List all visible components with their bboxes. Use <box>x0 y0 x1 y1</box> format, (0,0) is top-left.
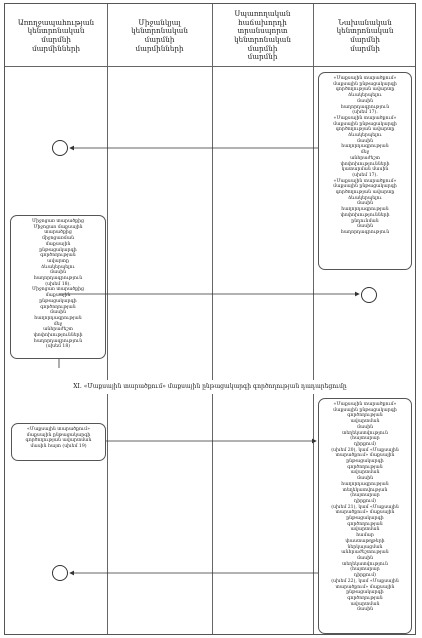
message-box-right-bottom: «Մաքսային տարածքում» մաքսային ընթացակարգի գործողության ավարտման մասին տեղեկատվություն (հայտարար դիրքում) (սխեմ 20), կամ «Մաքսային տարածքում» մաքսային ընթացակարգի գործողության ավարտման մասին հաղորդագրության տեղեկատվության (հայտարար դիրքում) (սխեմ 21), կամ «Մաքսային տարածքում» մաքսային ընթացակարգի գործողության ավարտման համար փաստաթղթերի ներկայացման անհրաժեշտության մասին տեղեկատվություն (հայտարար դիրքում) (սխեմ 22), կամ «Մաքսային տարածքում» մաքսային ընթացակարգի գործողության ավարտման մասին <box>318 398 412 634</box>
column-header-3: Սպառողական հաճախորդի տրանսպորտ կենտրոնական մարմնի մարմնի <box>234 9 291 62</box>
flow-arrows <box>5 4 417 636</box>
message-box-left-middle: Միջոցառ տարածքից Միջոցառ մաքսային տարածքից միջոցառման մաքսային ընթացակարգի գործողության ավարտը ձևակերպելու մասին հաղորդագրություն (սխեմ 18). Միջոցառ տարածքից մաքսային ընթացակարգի գործողության մասին հաղորդագրության մեջ անհրաժեշտ փոփոխությունների հաղորդագրություն (սխեմ 18) <box>10 215 106 359</box>
message-box-top-right: «Մաքսային տարածքում» մաքսային ընթացակարգի գործողության ավարտը ձևակերպելու մասին հաղորդագրություն (սխեմ 17). «Մաքսային տարածքում» մաքսային ընթացակարգի գործողության ավարտը ձևակերպելու մասին հաղորդագրության մեջ անհրաժեշտ փոփոխությունների կատարման մասին (սխեմ 17). «Մաքսային տարածքում» մաքսային ընթացակարգի գործողության ավարտը ձևակերպելու մասին հաղորդագրության փոփոխությունների ընդունման մասին հաղորդագրություն <box>318 72 412 270</box>
message-box-left-bottom: «Մաքսային տարածքում» մաքսային ընթացակարգի գործողության ավարտման մասին հայտ (սխեմ 19) <box>11 423 106 461</box>
column-header-2: Միջանկյալ կենտրոնական մարմնի մարմինների <box>131 17 188 53</box>
column-header-1: Առողջապահության կենտրոնական մարմնի մարմինների <box>17 17 95 53</box>
section-title: XI. «Մաքսային տարածքում» մաքսային ընթացակարգի գործողության դադարեցումը <box>5 380 415 394</box>
diagram-frame <box>4 3 416 635</box>
column-header-4: Նախանական կենտրոնական մարմնի մարմնի <box>336 17 394 53</box>
